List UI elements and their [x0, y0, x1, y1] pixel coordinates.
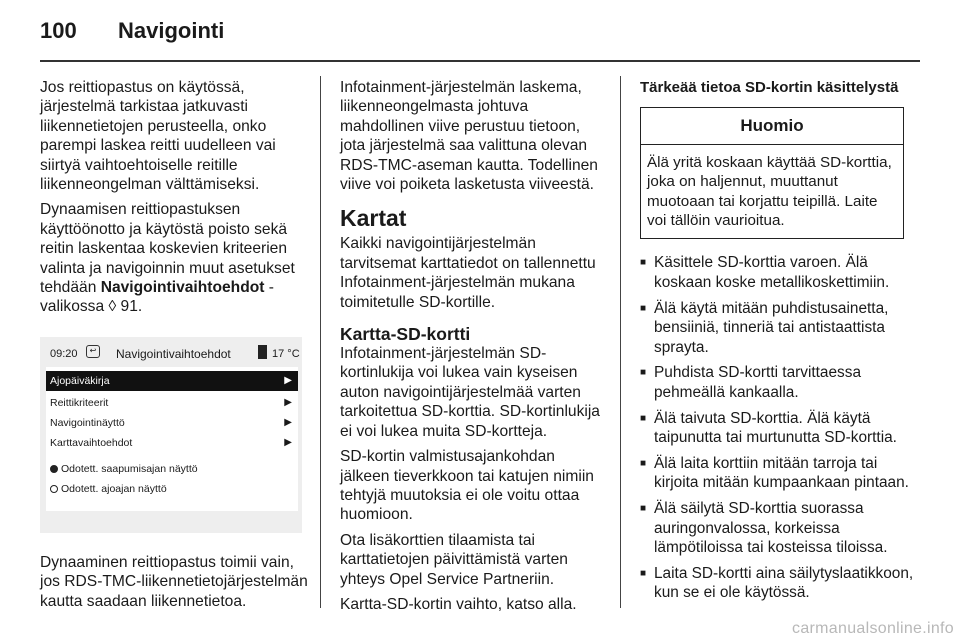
screen-menu-item[interactable] — [46, 433, 298, 453]
paragraph-text: Dynaamisen reittiopastuksen käyttöönotto ja käytöstä poisto sekä reitin laskentaa koskevien kriteerien valinta ja navigoinnin muut asetukset tehdään — [40, 201, 295, 297]
column-divider-2 — [620, 76, 621, 608]
list-item: ■ Älä säilytä SD-korttia suorassa auringonvalossa, korkeissa lämpötiloissa tai kosteissa tiloissa. — [640, 499, 920, 558]
display-screenshot — [40, 337, 302, 533]
screen-menu — [46, 367, 298, 511]
list-item: ■ Älä laita korttiin mitään tarroja tai kirjoita mitään kumpaankaan pintaan. — [640, 454, 920, 493]
back-icon: ↩ — [86, 345, 100, 358]
paragraph-sd-reader: Infotainment-järjestelmän SD-kortinlukija voi lukea vain kyseisen auton navigointijärjestelmää varten tarkoitettua SD-korttia. SD-kortinlukija ei voi lukea muita SD-kortteja. — [340, 345, 600, 440]
phone-icon — [258, 345, 267, 359]
section-heading-kartat: Kartat — [340, 205, 407, 232]
screen-title: Navigointivaihtoehdot — [116, 346, 231, 361]
column-divider-1 — [320, 76, 321, 608]
menu-item-label: Karttavaihtoehdot — [50, 436, 133, 449]
screen-temperature: 17 °C — [272, 347, 300, 360]
radio-label: Odotett. ajoajan näyttö — [61, 482, 167, 495]
watermark: carmanualsonline.info — [792, 620, 954, 637]
column-2 — [340, 78, 606, 620]
paragraph-order-cards: Ota lisäkorttien tilaamista tai karttatietojen päivittämistä varten yhteys Opel Service Partneriin. — [340, 531, 568, 588]
paragraph-sd-changes: SD-kortin valmistusajankohdan jälkeen tieverkkoon tai katujen nimiin tehtyjä muutoksia ei ole voitu ottaa huomioon. — [340, 448, 594, 524]
section-heading-sd-card: Kartta-SD-kortti — [340, 324, 471, 345]
screen-clock: 09:20 — [50, 347, 78, 360]
list-item: ■ Älä taivuta SD-korttia. Älä käytä taipunutta tai murtunutta SD-korttia. — [640, 409, 920, 448]
page-ref-icon: ◊ — [108, 298, 117, 316]
chevron-right-icon: ▶ — [284, 396, 292, 408]
caution-text: Älä yritä koskaan käyttää SD-korttia, joka on haljennut, muuttanut muotoaan tai korjattu teipillä. Laite voi tällöin vaurioitua. — [647, 153, 892, 230]
screen-menu-item[interactable] — [46, 393, 298, 413]
chevron-right-icon: ▶ — [284, 374, 292, 386]
list-item: ■ Puhdista SD-kortti tarvittaessa pehmeällä kankaalla. — [640, 363, 920, 402]
screen-radio-option-off[interactable] — [46, 479, 298, 499]
list-item: ■ Käsittele SD-korttia varoen. Älä koskaan koske metallikoskettimiin. — [640, 253, 920, 292]
menu-item-label: Ajopäiväkirja — [50, 374, 110, 387]
screen-menu-item[interactable] — [46, 413, 298, 433]
menu-item-label: Navigointinäyttö — [50, 416, 125, 429]
section-heading-sd-handling: Tärkeää tietoa SD-kortin käsittelystä — [640, 79, 899, 96]
radio-off-icon — [50, 485, 58, 493]
column-1 — [40, 78, 308, 617]
paragraph-rds-tmc: Dynaaminen reittiopastus toimii vain, jos RDS-TMC-liikennetietojärjestelmän kautta saadaan liikennetietoa. — [40, 553, 308, 610]
page-ref-link[interactable]: 91. — [120, 298, 143, 316]
caution-box — [640, 107, 904, 239]
chevron-right-icon: ▶ — [284, 436, 292, 448]
screen-radio-option-on[interactable] — [46, 459, 298, 479]
menu-name-bold: Navigointivaihtoehdot — [100, 279, 265, 297]
column-3 — [640, 78, 920, 609]
sd-handling-list — [640, 253, 920, 603]
page-number: 100 — [40, 18, 77, 43]
page-title: Navigointi — [118, 18, 225, 43]
caution-title: Huomio — [641, 108, 903, 144]
chevron-right-icon: ▶ — [284, 416, 292, 428]
screen-menu-item-selected[interactable] — [46, 371, 298, 391]
list-item: ■ Laita SD-kortti aina säilytyslaatikkoon, kun se ei ole käytössä. — [640, 564, 920, 603]
list-item: ■ Älä käytä mitään puhdistusainetta, bensiiniä, tinneriä tai antistaattista sprayta. — [640, 299, 920, 358]
radio-on-icon — [50, 465, 58, 473]
menu-item-label: Reittikriteerit — [50, 396, 109, 409]
paragraph-route-check: Jos reittiopastus on käytössä, järjestelmä tarkistaa jatkuvasti liikennetietojen perusteella, onko parempi laskea reitti uudelleen vai siirtyä vaihtoehtoiselle reitille liikenneongelman välttämiseksi. — [40, 79, 276, 194]
paragraph-sd-replace: Kartta-SD-kortin vaihto, katso alla. — [340, 595, 577, 613]
screen-status-bar — [50, 345, 302, 363]
header-divider — [40, 60, 920, 62]
paragraph-text: -valikossa — [40, 279, 274, 316]
paragraph-delay: Infotainment-järjestelmän laskema, liikenneongelmasta johtuva mahdollinen viive perustuu tietoon, jota järjestelmä saa valittuna olevan RDS-TMC-aseman kautta. Todellinen viive voi poiketa lasketusta viiveestä. — [340, 79, 598, 194]
paragraph-map-data: Kaikki navigointijärjestelmän tarvitsemat karttatiedot on tallennettu Infotainment-järjestelmän mukana toimitetulle SD-kortille. — [340, 235, 596, 311]
paragraph-dynamic-guidance — [40, 200, 308, 316]
radio-label: Odotett. saapumisajan näyttö — [61, 462, 198, 475]
page-header — [40, 18, 920, 58]
